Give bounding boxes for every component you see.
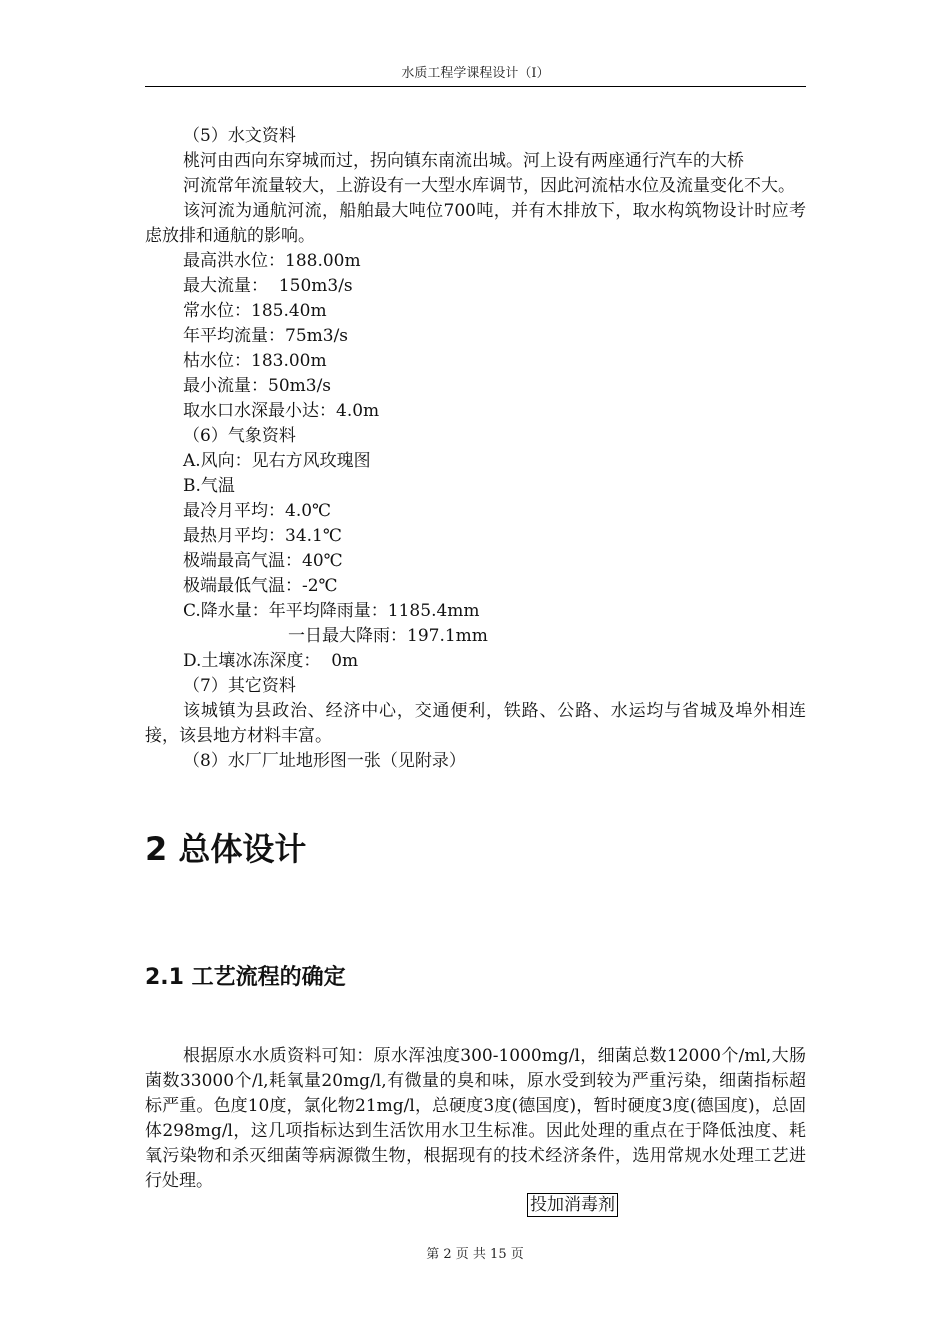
weather-frost: D.土壤冰冻深度： 0m [183,651,359,671]
subsection-title: 2.1 工艺流程的确定 [145,965,346,990]
weather-rain-daily: 一日最大降雨：197.1mm [288,626,488,646]
hydro-para-1: 桃河由西向东穿城而过，拐向镇东南流出城。河上设有两座通行汽车的大桥 [183,151,744,171]
hydro-item: 最大流量： 150m3/s [183,276,353,296]
hydro-item: 最小流量：50m3/s [183,376,332,396]
weather-temp-item: 最热月平均：34.1℃ [183,526,342,546]
flow-box-disinfectant [527,1193,618,1217]
other-para: 该城镇为县政治、经济中心，交通便利，铁路、公路、水运均与省城及埠外相连接，该县地方材料丰富。 [145,701,806,746]
weather-temp-heading: B.气温 [183,476,235,496]
hydro-item: 年平均流量：75m3/s [183,326,349,346]
site-map-line: （8）水厂厂址地形图一张（见附录） [183,751,466,771]
hydro-heading: （5）水文资料 [183,126,296,146]
weather-rain-annual: C.降水量：年平均降雨量：1185.4mm [183,601,480,621]
hydro-para-2: 河流常年流量较大，上游设有一大型水库调节，因此河流枯水位及流量变化不大。 [183,176,795,196]
hydro-item: 最高洪水位：188.00m [183,251,361,271]
weather-temp-item: 极端最低气温：-2℃ [183,576,338,596]
hydro-item: 枯水位：183.00m [183,351,327,371]
page-footer [0,1245,950,1265]
flow-box-label: 投加消毒剂 [530,1195,615,1215]
weather-wind: A.风向：见右方风玫瑰图 [183,451,371,471]
hydro-item: 常水位：185.40m [183,301,327,321]
weather-heading: （6）气象资料 [183,426,296,446]
weather-temp-item: 极端最高气温：40℃ [183,551,343,571]
hydro-para-3: 该河流为通航河流，船舶最大吨位700吨，并有木排放下，取水构筑物设计时应考虑放排和通航的影响。 [145,201,806,246]
other-heading: （7）其它资料 [183,676,296,696]
main-content [145,124,806,774]
weather-temp-item: 最冷月平均：4.0℃ [183,501,332,521]
page-header [145,64,806,87]
chapter-title: 2 总体设计 [145,830,307,868]
header-title: 水质工程学课程设计（I） [401,66,550,81]
page-number: 第 2 页 共 15 页 [426,1247,524,1262]
process-paragraph: 根据原水水质资料可知：原水浑浊度300-1000mg/l，细菌总数12000个/ml,大肠菌数33000个/l,耗氧量20mg/l,有微量的臭和味，原水受到较为严重污染，细菌指标超标严重。色度10度，氯化物21mg/l，总硬度3度(德国度)，暂时硬度3度(德国度)，总固体298mg/l，这几项指标达到生活饮用水卫生标准。因此处理的重点在于降低浊度、耗氧污染物和杀灭细菌等病源微生物，根据现有的技术经济条件，选用常规水处理工艺进行处理。 [145,1046,806,1191]
hydro-item: 取水口水深最小达：4.0m [183,401,380,421]
